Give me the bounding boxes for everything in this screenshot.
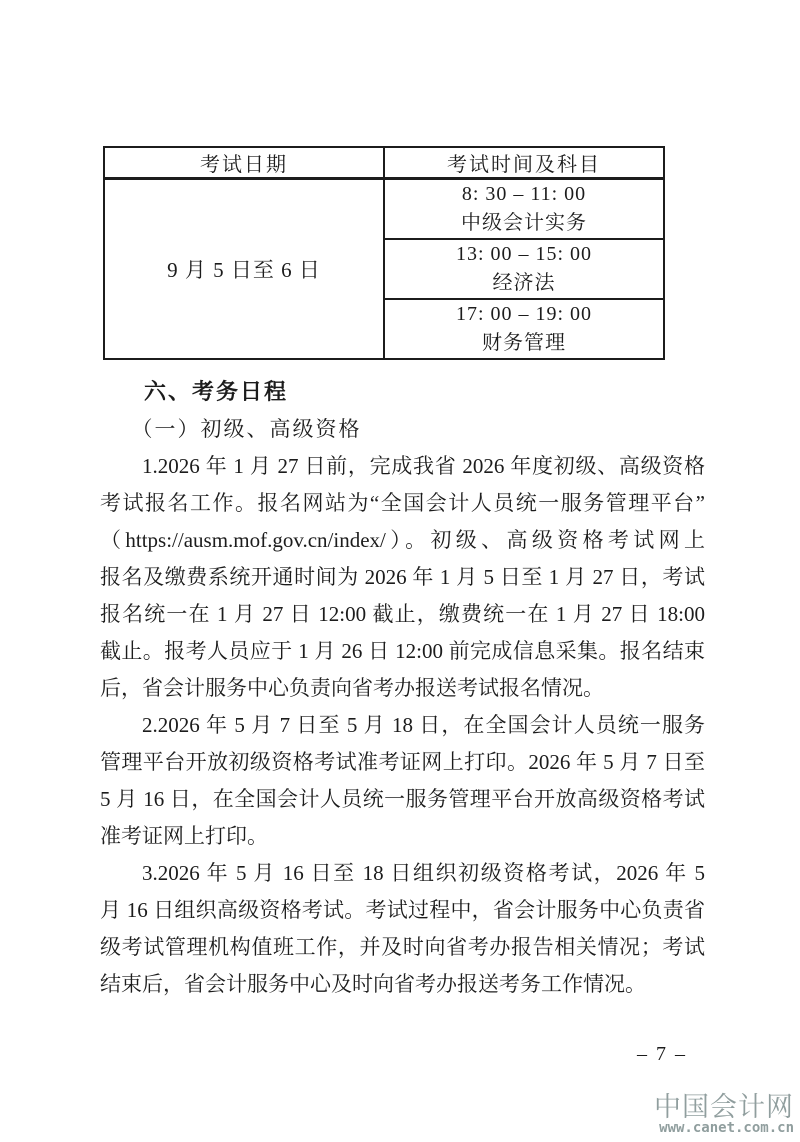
session-subject: 中级会计实务 bbox=[461, 212, 587, 234]
watermark-site-name: 中国会计网 bbox=[654, 1091, 794, 1122]
watermark bbox=[654, 1093, 794, 1136]
paragraph-line: 月 16 日组织高级资格考试。考试过程中，省会计服务中心负责省 bbox=[100, 898, 705, 922]
paragraph-line: 报名及缴费系统开通时间为 2026 年 1 月 5 日至 1 月 27 日，考试 bbox=[100, 565, 705, 589]
document-content bbox=[100, 146, 705, 1066]
session-cell-evening bbox=[384, 299, 664, 359]
session-cell-afternoon bbox=[384, 239, 664, 299]
paragraph-2 bbox=[100, 707, 705, 855]
paragraph-line: 结束后，省会计服务中心及时向省考办报送考务工作情况。 bbox=[100, 972, 646, 996]
paragraph-line: 5 月 16 日，在全国会计人员统一服务管理平台开放高级资格考试 bbox=[100, 787, 705, 811]
paragraph-line: 后，省会计服务中心负责向省考办报送考试报名情况。 bbox=[100, 676, 604, 700]
session-subject: 经济法 bbox=[492, 272, 556, 294]
session-time: 13: 00 – 15: 00 bbox=[455, 243, 593, 265]
header-exam-date: 考试日期 bbox=[104, 147, 384, 179]
table-header-row bbox=[104, 147, 664, 179]
paragraph-line: 报名统一在 1 月 27 日 12:00 截止，缴费统一在 1 月 27 日 18:00 bbox=[100, 602, 705, 626]
session-time: 8: 30 – 11: 00 bbox=[461, 183, 587, 205]
session-cell-morning bbox=[384, 179, 664, 240]
section-subheading: （一）初级、高级资格 bbox=[131, 417, 362, 441]
table-row bbox=[104, 179, 664, 240]
paragraph-line: 考试报名工作。报名网站为“全国会计人员统一服务管理平台” bbox=[100, 491, 705, 515]
paragraph-line: 2.2026 年 5 月 7 日至 5 月 18 日，在全国会计人员统一服务 bbox=[142, 713, 705, 737]
session-time: 17: 00 – 19: 00 bbox=[455, 303, 593, 325]
exam-date-cell: 9 月 5 日至 6 日 bbox=[104, 179, 384, 360]
exam-schedule-table bbox=[103, 146, 665, 360]
session-subject: 财务管理 bbox=[482, 332, 566, 354]
paragraph-line: （https://ausm.mof.gov.cn/index/）。初级、高级资格考试网上 bbox=[100, 528, 705, 552]
watermark-site-url: www.canet.com.cn bbox=[659, 1120, 794, 1137]
paragraph-3 bbox=[100, 855, 705, 1003]
paragraph-line: 1.2026 年 1 月 27 日前，完成我省 2026 年度初级、高级资格 bbox=[142, 454, 705, 478]
header-exam-time-subject: 考试时间及科目 bbox=[384, 147, 664, 179]
page-number: – 7 – bbox=[637, 1043, 687, 1065]
paragraph-line: 管理平台开放初级资格考试准考证网上打印。2026 年 5 月 7 日至 bbox=[100, 750, 705, 774]
section-heading: 六、考务日程 bbox=[144, 379, 289, 404]
paragraph-line: 准考证网上打印。 bbox=[100, 824, 268, 848]
paragraph-line: 级考试管理机构值班工作，并及时向省考办报告相关情况；考试 bbox=[100, 935, 705, 959]
paragraph-line: 3.2026 年 5 月 16 日至 18 日组织初级资格考试，2026 年 5 bbox=[142, 861, 705, 885]
paragraph-1 bbox=[100, 448, 705, 707]
paragraph-line: 截止。报考人员应于 1 月 26 日 12:00 前完成信息采集。报名结束 bbox=[100, 639, 705, 663]
